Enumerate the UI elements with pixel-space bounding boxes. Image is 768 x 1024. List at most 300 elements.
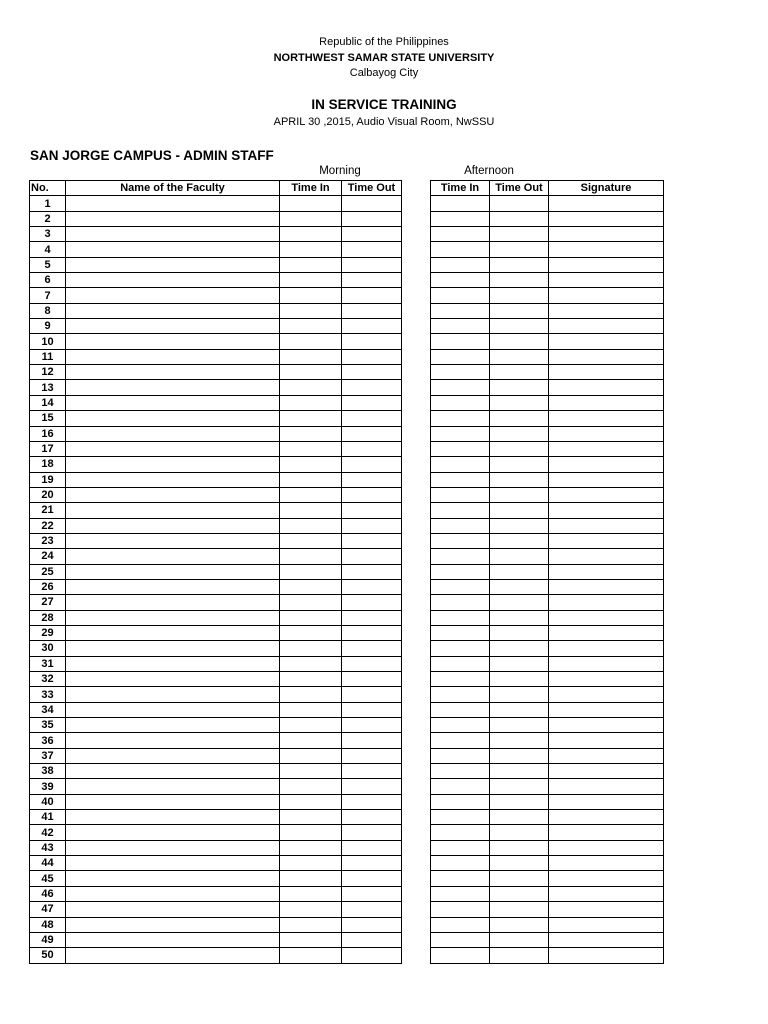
- signature-cell[interactable]: [549, 764, 664, 779]
- afternoon-time-out-cell[interactable]: [490, 319, 549, 334]
- signature-cell[interactable]: [549, 196, 664, 211]
- morning-time-in-cell[interactable]: [280, 549, 342, 564]
- afternoon-time-in-cell[interactable]: [431, 257, 490, 272]
- morning-time-out-cell[interactable]: [342, 472, 402, 487]
- signature-cell[interactable]: [549, 334, 664, 349]
- morning-time-out-cell[interactable]: [342, 549, 402, 564]
- afternoon-time-out-cell[interactable]: [490, 441, 549, 456]
- morning-time-out-cell[interactable]: [342, 718, 402, 733]
- morning-time-in-cell[interactable]: [280, 932, 342, 947]
- afternoon-time-in-cell[interactable]: [431, 932, 490, 947]
- name-cell[interactable]: [66, 794, 280, 809]
- afternoon-time-out-cell[interactable]: [490, 395, 549, 410]
- name-cell[interactable]: [66, 948, 280, 963]
- signature-cell[interactable]: [549, 948, 664, 963]
- name-cell[interactable]: [66, 687, 280, 702]
- afternoon-time-out-cell[interactable]: [490, 733, 549, 748]
- morning-time-out-cell[interactable]: [342, 457, 402, 472]
- morning-time-out-cell[interactable]: [342, 625, 402, 640]
- signature-cell[interactable]: [549, 564, 664, 579]
- name-cell[interactable]: [66, 702, 280, 717]
- afternoon-time-in-cell[interactable]: [431, 426, 490, 441]
- morning-time-out-cell[interactable]: [342, 886, 402, 901]
- morning-time-out-cell[interactable]: [342, 748, 402, 763]
- afternoon-time-out-cell[interactable]: [490, 457, 549, 472]
- afternoon-time-in-cell[interactable]: [431, 871, 490, 886]
- afternoon-time-in-cell[interactable]: [431, 533, 490, 548]
- afternoon-time-in-cell[interactable]: [431, 856, 490, 871]
- morning-time-out-cell[interactable]: [342, 257, 402, 272]
- afternoon-time-out-cell[interactable]: [490, 595, 549, 610]
- afternoon-time-out-cell[interactable]: [490, 641, 549, 656]
- morning-time-in-cell[interactable]: [280, 748, 342, 763]
- name-cell[interactable]: [66, 242, 280, 257]
- afternoon-time-out-cell[interactable]: [490, 840, 549, 855]
- name-cell[interactable]: [66, 288, 280, 303]
- afternoon-time-out-cell[interactable]: [490, 227, 549, 242]
- name-cell[interactable]: [66, 518, 280, 533]
- morning-time-out-cell[interactable]: [342, 610, 402, 625]
- name-cell[interactable]: [66, 457, 280, 472]
- afternoon-time-in-cell[interactable]: [431, 273, 490, 288]
- afternoon-time-in-cell[interactable]: [431, 288, 490, 303]
- afternoon-time-out-cell[interactable]: [490, 518, 549, 533]
- morning-time-in-cell[interactable]: [280, 288, 342, 303]
- name-cell[interactable]: [66, 411, 280, 426]
- afternoon-time-in-cell[interactable]: [431, 825, 490, 840]
- morning-time-out-cell[interactable]: [342, 702, 402, 717]
- signature-cell[interactable]: [549, 472, 664, 487]
- afternoon-time-out-cell[interactable]: [490, 810, 549, 825]
- signature-cell[interactable]: [549, 227, 664, 242]
- name-cell[interactable]: [66, 917, 280, 932]
- afternoon-time-in-cell[interactable]: [431, 625, 490, 640]
- afternoon-time-out-cell[interactable]: [490, 948, 549, 963]
- afternoon-time-in-cell[interactable]: [431, 349, 490, 364]
- signature-cell[interactable]: [549, 748, 664, 763]
- afternoon-time-out-cell[interactable]: [490, 656, 549, 671]
- afternoon-time-in-cell[interactable]: [431, 748, 490, 763]
- afternoon-time-out-cell[interactable]: [490, 764, 549, 779]
- signature-cell[interactable]: [549, 579, 664, 594]
- name-cell[interactable]: [66, 426, 280, 441]
- name-cell[interactable]: [66, 211, 280, 226]
- morning-time-out-cell[interactable]: [342, 810, 402, 825]
- name-cell[interactable]: [66, 610, 280, 625]
- afternoon-time-in-cell[interactable]: [431, 764, 490, 779]
- name-cell[interactable]: [66, 932, 280, 947]
- morning-time-in-cell[interactable]: [280, 457, 342, 472]
- morning-time-out-cell[interactable]: [342, 825, 402, 840]
- signature-cell[interactable]: [549, 457, 664, 472]
- afternoon-time-in-cell[interactable]: [431, 242, 490, 257]
- afternoon-time-in-cell[interactable]: [431, 487, 490, 502]
- morning-time-out-cell[interactable]: [342, 242, 402, 257]
- morning-time-in-cell[interactable]: [280, 856, 342, 871]
- morning-time-out-cell[interactable]: [342, 672, 402, 687]
- signature-cell[interactable]: [549, 395, 664, 410]
- afternoon-time-out-cell[interactable]: [490, 242, 549, 257]
- name-cell[interactable]: [66, 902, 280, 917]
- afternoon-time-in-cell[interactable]: [431, 641, 490, 656]
- signature-cell[interactable]: [549, 886, 664, 901]
- afternoon-time-out-cell[interactable]: [490, 380, 549, 395]
- signature-cell[interactable]: [549, 518, 664, 533]
- morning-time-out-cell[interactable]: [342, 319, 402, 334]
- afternoon-time-in-cell[interactable]: [431, 810, 490, 825]
- morning-time-in-cell[interactable]: [280, 441, 342, 456]
- morning-time-in-cell[interactable]: [280, 472, 342, 487]
- signature-cell[interactable]: [549, 656, 664, 671]
- morning-time-out-cell[interactable]: [342, 533, 402, 548]
- morning-time-out-cell[interactable]: [342, 794, 402, 809]
- morning-time-out-cell[interactable]: [342, 779, 402, 794]
- name-cell[interactable]: [66, 779, 280, 794]
- morning-time-in-cell[interactable]: [280, 211, 342, 226]
- afternoon-time-in-cell[interactable]: [431, 672, 490, 687]
- morning-time-in-cell[interactable]: [280, 672, 342, 687]
- morning-time-out-cell[interactable]: [342, 227, 402, 242]
- signature-cell[interactable]: [549, 702, 664, 717]
- morning-time-out-cell[interactable]: [342, 426, 402, 441]
- signature-cell[interactable]: [549, 902, 664, 917]
- afternoon-time-out-cell[interactable]: [490, 196, 549, 211]
- name-cell[interactable]: [66, 579, 280, 594]
- name-cell[interactable]: [66, 549, 280, 564]
- signature-cell[interactable]: [549, 319, 664, 334]
- morning-time-in-cell[interactable]: [280, 718, 342, 733]
- morning-time-in-cell[interactable]: [280, 411, 342, 426]
- name-cell[interactable]: [66, 595, 280, 610]
- afternoon-time-out-cell[interactable]: [490, 917, 549, 932]
- name-cell[interactable]: [66, 625, 280, 640]
- signature-cell[interactable]: [549, 840, 664, 855]
- afternoon-time-in-cell[interactable]: [431, 411, 490, 426]
- signature-cell[interactable]: [549, 733, 664, 748]
- name-cell[interactable]: [66, 840, 280, 855]
- signature-cell[interactable]: [549, 533, 664, 548]
- signature-cell[interactable]: [549, 503, 664, 518]
- signature-cell[interactable]: [549, 365, 664, 380]
- afternoon-time-in-cell[interactable]: [431, 441, 490, 456]
- afternoon-time-in-cell[interactable]: [431, 503, 490, 518]
- name-cell[interactable]: [66, 395, 280, 410]
- afternoon-time-out-cell[interactable]: [490, 902, 549, 917]
- name-cell[interactable]: [66, 533, 280, 548]
- afternoon-time-in-cell[interactable]: [431, 395, 490, 410]
- morning-time-in-cell[interactable]: [280, 779, 342, 794]
- morning-time-out-cell[interactable]: [342, 764, 402, 779]
- afternoon-time-in-cell[interactable]: [431, 687, 490, 702]
- morning-time-out-cell[interactable]: [342, 303, 402, 318]
- afternoon-time-in-cell[interactable]: [431, 211, 490, 226]
- name-cell[interactable]: [66, 503, 280, 518]
- morning-time-out-cell[interactable]: [342, 932, 402, 947]
- signature-cell[interactable]: [549, 672, 664, 687]
- afternoon-time-out-cell[interactable]: [490, 687, 549, 702]
- morning-time-in-cell[interactable]: [280, 380, 342, 395]
- morning-time-in-cell[interactable]: [280, 257, 342, 272]
- name-cell[interactable]: [66, 856, 280, 871]
- signature-cell[interactable]: [549, 718, 664, 733]
- morning-time-in-cell[interactable]: [280, 641, 342, 656]
- morning-time-in-cell[interactable]: [280, 395, 342, 410]
- afternoon-time-in-cell[interactable]: [431, 334, 490, 349]
- afternoon-time-out-cell[interactable]: [490, 426, 549, 441]
- signature-cell[interactable]: [549, 426, 664, 441]
- signature-cell[interactable]: [549, 288, 664, 303]
- afternoon-time-in-cell[interactable]: [431, 196, 490, 211]
- name-cell[interactable]: [66, 748, 280, 763]
- afternoon-time-in-cell[interactable]: [431, 718, 490, 733]
- morning-time-out-cell[interactable]: [342, 948, 402, 963]
- afternoon-time-out-cell[interactable]: [490, 718, 549, 733]
- afternoon-time-in-cell[interactable]: [431, 564, 490, 579]
- name-cell[interactable]: [66, 334, 280, 349]
- morning-time-out-cell[interactable]: [342, 441, 402, 456]
- morning-time-in-cell[interactable]: [280, 533, 342, 548]
- morning-time-out-cell[interactable]: [342, 273, 402, 288]
- afternoon-time-out-cell[interactable]: [490, 349, 549, 364]
- afternoon-time-out-cell[interactable]: [490, 564, 549, 579]
- name-cell[interactable]: [66, 472, 280, 487]
- signature-cell[interactable]: [549, 932, 664, 947]
- afternoon-time-in-cell[interactable]: [431, 702, 490, 717]
- signature-cell[interactable]: [549, 242, 664, 257]
- name-cell[interactable]: [66, 564, 280, 579]
- signature-cell[interactable]: [549, 687, 664, 702]
- afternoon-time-in-cell[interactable]: [431, 656, 490, 671]
- morning-time-in-cell[interactable]: [280, 810, 342, 825]
- signature-cell[interactable]: [549, 273, 664, 288]
- afternoon-time-in-cell[interactable]: [431, 917, 490, 932]
- afternoon-time-out-cell[interactable]: [490, 472, 549, 487]
- afternoon-time-in-cell[interactable]: [431, 319, 490, 334]
- afternoon-time-in-cell[interactable]: [431, 518, 490, 533]
- morning-time-in-cell[interactable]: [280, 349, 342, 364]
- name-cell[interactable]: [66, 349, 280, 364]
- signature-cell[interactable]: [549, 441, 664, 456]
- morning-time-in-cell[interactable]: [280, 319, 342, 334]
- morning-time-in-cell[interactable]: [280, 902, 342, 917]
- afternoon-time-in-cell[interactable]: [431, 902, 490, 917]
- morning-time-in-cell[interactable]: [280, 825, 342, 840]
- signature-cell[interactable]: [549, 303, 664, 318]
- afternoon-time-out-cell[interactable]: [490, 625, 549, 640]
- morning-time-out-cell[interactable]: [342, 365, 402, 380]
- signature-cell[interactable]: [549, 871, 664, 886]
- morning-time-out-cell[interactable]: [342, 395, 402, 410]
- afternoon-time-out-cell[interactable]: [490, 288, 549, 303]
- afternoon-time-out-cell[interactable]: [490, 702, 549, 717]
- signature-cell[interactable]: [549, 779, 664, 794]
- afternoon-time-out-cell[interactable]: [490, 672, 549, 687]
- afternoon-time-out-cell[interactable]: [490, 871, 549, 886]
- afternoon-time-out-cell[interactable]: [490, 411, 549, 426]
- afternoon-time-out-cell[interactable]: [490, 533, 549, 548]
- name-cell[interactable]: [66, 227, 280, 242]
- afternoon-time-out-cell[interactable]: [490, 211, 549, 226]
- morning-time-out-cell[interactable]: [342, 871, 402, 886]
- name-cell[interactable]: [66, 641, 280, 656]
- afternoon-time-in-cell[interactable]: [431, 457, 490, 472]
- morning-time-in-cell[interactable]: [280, 840, 342, 855]
- morning-time-in-cell[interactable]: [280, 579, 342, 594]
- afternoon-time-out-cell[interactable]: [490, 487, 549, 502]
- name-cell[interactable]: [66, 303, 280, 318]
- afternoon-time-out-cell[interactable]: [490, 549, 549, 564]
- afternoon-time-in-cell[interactable]: [431, 365, 490, 380]
- afternoon-time-out-cell[interactable]: [490, 932, 549, 947]
- morning-time-out-cell[interactable]: [342, 733, 402, 748]
- morning-time-in-cell[interactable]: [280, 227, 342, 242]
- afternoon-time-out-cell[interactable]: [490, 257, 549, 272]
- morning-time-in-cell[interactable]: [280, 886, 342, 901]
- morning-time-out-cell[interactable]: [342, 380, 402, 395]
- morning-time-out-cell[interactable]: [342, 564, 402, 579]
- morning-time-out-cell[interactable]: [342, 196, 402, 211]
- morning-time-out-cell[interactable]: [342, 902, 402, 917]
- afternoon-time-out-cell[interactable]: [490, 273, 549, 288]
- signature-cell[interactable]: [549, 211, 664, 226]
- afternoon-time-in-cell[interactable]: [431, 303, 490, 318]
- morning-time-in-cell[interactable]: [280, 273, 342, 288]
- morning-time-in-cell[interactable]: [280, 764, 342, 779]
- morning-time-in-cell[interactable]: [280, 487, 342, 502]
- signature-cell[interactable]: [549, 794, 664, 809]
- name-cell[interactable]: [66, 487, 280, 502]
- afternoon-time-out-cell[interactable]: [490, 748, 549, 763]
- morning-time-out-cell[interactable]: [342, 641, 402, 656]
- name-cell[interactable]: [66, 733, 280, 748]
- morning-time-in-cell[interactable]: [280, 303, 342, 318]
- afternoon-time-in-cell[interactable]: [431, 579, 490, 594]
- name-cell[interactable]: [66, 886, 280, 901]
- name-cell[interactable]: [66, 196, 280, 211]
- morning-time-out-cell[interactable]: [342, 579, 402, 594]
- morning-time-out-cell[interactable]: [342, 349, 402, 364]
- afternoon-time-out-cell[interactable]: [490, 886, 549, 901]
- morning-time-in-cell[interactable]: [280, 733, 342, 748]
- afternoon-time-in-cell[interactable]: [431, 472, 490, 487]
- signature-cell[interactable]: [549, 380, 664, 395]
- morning-time-out-cell[interactable]: [342, 411, 402, 426]
- morning-time-in-cell[interactable]: [280, 564, 342, 579]
- morning-time-out-cell[interactable]: [342, 503, 402, 518]
- signature-cell[interactable]: [549, 917, 664, 932]
- morning-time-out-cell[interactable]: [342, 211, 402, 226]
- morning-time-in-cell[interactable]: [280, 503, 342, 518]
- morning-time-in-cell[interactable]: [280, 625, 342, 640]
- afternoon-time-in-cell[interactable]: [431, 733, 490, 748]
- morning-time-out-cell[interactable]: [342, 487, 402, 502]
- signature-cell[interactable]: [549, 625, 664, 640]
- afternoon-time-in-cell[interactable]: [431, 610, 490, 625]
- signature-cell[interactable]: [549, 856, 664, 871]
- afternoon-time-out-cell[interactable]: [490, 334, 549, 349]
- morning-time-in-cell[interactable]: [280, 518, 342, 533]
- signature-cell[interactable]: [549, 487, 664, 502]
- morning-time-in-cell[interactable]: [280, 242, 342, 257]
- morning-time-out-cell[interactable]: [342, 595, 402, 610]
- name-cell[interactable]: [66, 365, 280, 380]
- afternoon-time-out-cell[interactable]: [490, 579, 549, 594]
- morning-time-in-cell[interactable]: [280, 365, 342, 380]
- afternoon-time-in-cell[interactable]: [431, 886, 490, 901]
- morning-time-out-cell[interactable]: [342, 288, 402, 303]
- name-cell[interactable]: [66, 441, 280, 456]
- afternoon-time-out-cell[interactable]: [490, 503, 549, 518]
- afternoon-time-in-cell[interactable]: [431, 779, 490, 794]
- afternoon-time-out-cell[interactable]: [490, 303, 549, 318]
- signature-cell[interactable]: [549, 810, 664, 825]
- morning-time-in-cell[interactable]: [280, 334, 342, 349]
- morning-time-in-cell[interactable]: [280, 656, 342, 671]
- afternoon-time-out-cell[interactable]: [490, 825, 549, 840]
- morning-time-in-cell[interactable]: [280, 687, 342, 702]
- name-cell[interactable]: [66, 810, 280, 825]
- afternoon-time-out-cell[interactable]: [490, 794, 549, 809]
- signature-cell[interactable]: [549, 610, 664, 625]
- signature-cell[interactable]: [549, 257, 664, 272]
- morning-time-out-cell[interactable]: [342, 840, 402, 855]
- name-cell[interactable]: [66, 273, 280, 288]
- afternoon-time-out-cell[interactable]: [490, 856, 549, 871]
- morning-time-out-cell[interactable]: [342, 334, 402, 349]
- afternoon-time-in-cell[interactable]: [431, 794, 490, 809]
- morning-time-out-cell[interactable]: [342, 687, 402, 702]
- afternoon-time-in-cell[interactable]: [431, 840, 490, 855]
- signature-cell[interactable]: [549, 349, 664, 364]
- morning-time-in-cell[interactable]: [280, 595, 342, 610]
- name-cell[interactable]: [66, 764, 280, 779]
- afternoon-time-out-cell[interactable]: [490, 365, 549, 380]
- afternoon-time-in-cell[interactable]: [431, 227, 490, 242]
- morning-time-out-cell[interactable]: [342, 856, 402, 871]
- signature-cell[interactable]: [549, 595, 664, 610]
- name-cell[interactable]: [66, 380, 280, 395]
- signature-cell[interactable]: [549, 549, 664, 564]
- name-cell[interactable]: [66, 319, 280, 334]
- morning-time-in-cell[interactable]: [280, 948, 342, 963]
- name-cell[interactable]: [66, 257, 280, 272]
- name-cell[interactable]: [66, 656, 280, 671]
- morning-time-in-cell[interactable]: [280, 426, 342, 441]
- afternoon-time-out-cell[interactable]: [490, 610, 549, 625]
- morning-time-in-cell[interactable]: [280, 794, 342, 809]
- morning-time-in-cell[interactable]: [280, 196, 342, 211]
- morning-time-in-cell[interactable]: [280, 702, 342, 717]
- morning-time-out-cell[interactable]: [342, 518, 402, 533]
- signature-cell[interactable]: [549, 641, 664, 656]
- afternoon-time-in-cell[interactable]: [431, 948, 490, 963]
- afternoon-time-out-cell[interactable]: [490, 779, 549, 794]
- signature-cell[interactable]: [549, 411, 664, 426]
- morning-time-in-cell[interactable]: [280, 610, 342, 625]
- morning-time-in-cell[interactable]: [280, 917, 342, 932]
- morning-time-in-cell[interactable]: [280, 871, 342, 886]
- name-cell[interactable]: [66, 825, 280, 840]
- name-cell[interactable]: [66, 718, 280, 733]
- signature-cell[interactable]: [549, 825, 664, 840]
- afternoon-time-in-cell[interactable]: [431, 595, 490, 610]
- morning-time-out-cell[interactable]: [342, 656, 402, 671]
- afternoon-time-in-cell[interactable]: [431, 380, 490, 395]
- name-cell[interactable]: [66, 672, 280, 687]
- morning-time-out-cell[interactable]: [342, 917, 402, 932]
- name-cell[interactable]: [66, 871, 280, 886]
- afternoon-time-in-cell[interactable]: [431, 549, 490, 564]
